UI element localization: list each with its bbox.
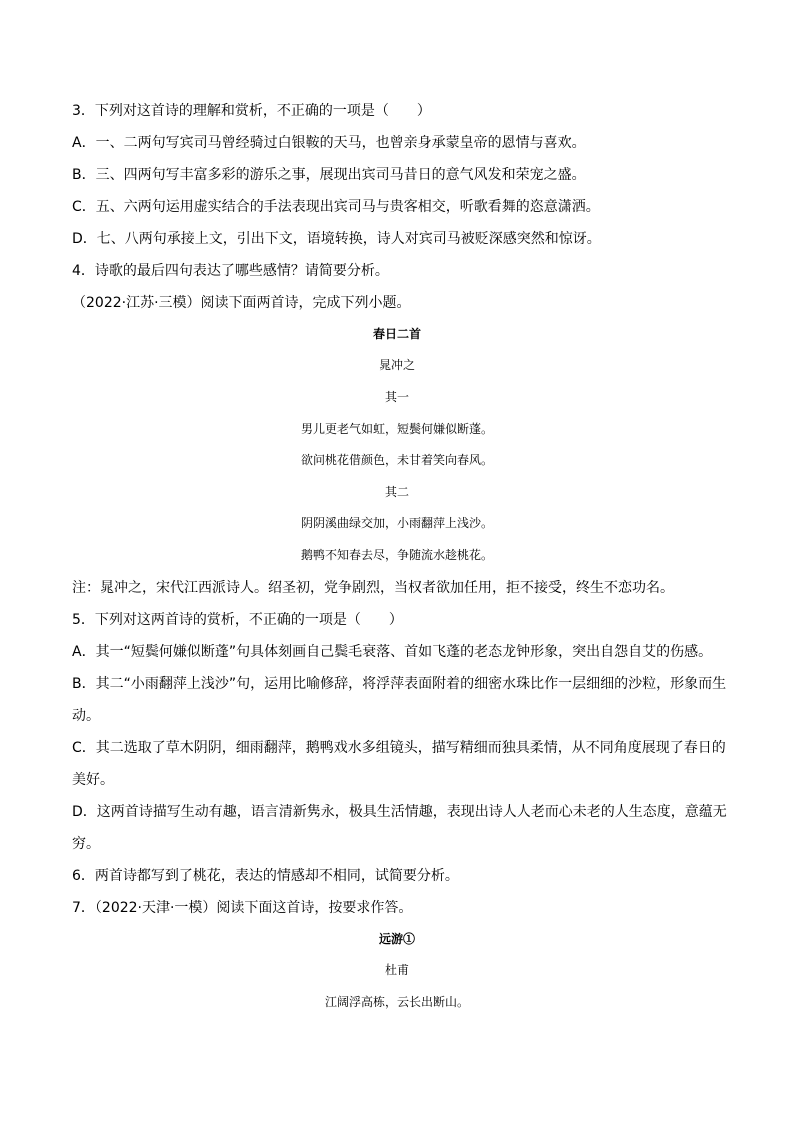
q3-option-b: B．三、四两句写丰富多彩的游乐之事，展现出宾司马昔日的意气风发和荣宠之盛。	[72, 167, 586, 183]
poem1-author: 晁冲之	[378, 358, 415, 372]
poem1-note: 注：晁冲之，宋代江西派诗人。绍圣初，党争剧烈，当权者欲加任用，拒不接受，终生不恋功名。	[72, 580, 674, 596]
poem1-part1-heading: 其一	[384, 390, 409, 404]
q3-stem: 3．下列对这首诗的理解和赏析，不正确的一项是（ ）	[72, 103, 431, 119]
q3-option-d: D．七、八两句承接上文，引出下文，语境转换，诗人对宾司马被贬深感突然和惊讶。	[72, 231, 601, 247]
q3-option-a: A．一、二两句写宾司马曾经骑过白银鞍的天马，也曾亲身承蒙皇帝的恩情与喜欢。	[72, 135, 586, 151]
q7-stem: 7．（2022·天津·一模）阅读下面这首诗，按要求作答。	[72, 900, 413, 916]
q5-option-d-cont: 穷。	[72, 836, 100, 852]
poem1-line: 男儿更老气如虹，短鬓何嫌似断蓬。	[300, 422, 493, 436]
q5-option-b: B．其二“小雨翻萍上浅沙”句，运用比喻修辞，将浮萍表面附着的细密水珠比作一层细细的沙粒，形象而生	[72, 676, 727, 692]
poem1-line: 欲问桃花借颜色，未甘着笑向春风。	[300, 453, 493, 467]
poem1-part2-heading: 其二	[384, 485, 409, 499]
q6-stem: 6．两首诗都写到了桃花，表达的情感却不相同，试简要分析。	[72, 868, 459, 884]
q5-option-c: C．其二选取了草木阴阴，细雨翻萍，鹅鸭戏水多组镜头，描写精细而独具柔情，从不同角度展现了春日的	[72, 740, 726, 756]
q5-option-c-cont: 美好。	[72, 772, 114, 788]
poem2-title: 远游①	[378, 932, 415, 946]
passage-intro-1: （2022·江苏·三模）阅读下面两首诗，完成下列小题。	[72, 295, 411, 311]
q3-option-c: C．五、六两句运用虚实结合的手法表现出宾司马与贵客相交，听歌看舞的恣意潇洒。	[72, 199, 600, 215]
q5-option-d: D．这两首诗描写生动有趣，语言清新隽永，极具生活情趣，表现出诗人人老而心未老的人生态度，意蕴无	[72, 804, 727, 820]
poem1-line: 阴阴溪曲绿交加，小雨翻萍上浅沙。	[300, 516, 493, 530]
q4-stem: 4．诗歌的最后四句表达了哪些感情？请简要分析。	[72, 263, 389, 279]
q5-stem: 5．下列对这两首诗的赏析，不正确的一项是（ ）	[72, 612, 403, 628]
poem1-line: 鹅鸭不知春去尽，争随流水趁桃花。	[300, 548, 493, 562]
q5-option-b-cont: 动。	[72, 708, 100, 724]
poem2-line: 江阔浮高栋，云长出断山。	[324, 995, 469, 1009]
poem1-title: 春日二首	[372, 327, 421, 341]
poem2-author: 杜甫	[384, 963, 409, 977]
q5-option-a: A．其一“短鬓何嫌似断蓬”句具体刻画自己鬓毛衰落、首如飞蓬的老态龙钟形象，突出自怨自艾的伤感。	[72, 644, 713, 660]
